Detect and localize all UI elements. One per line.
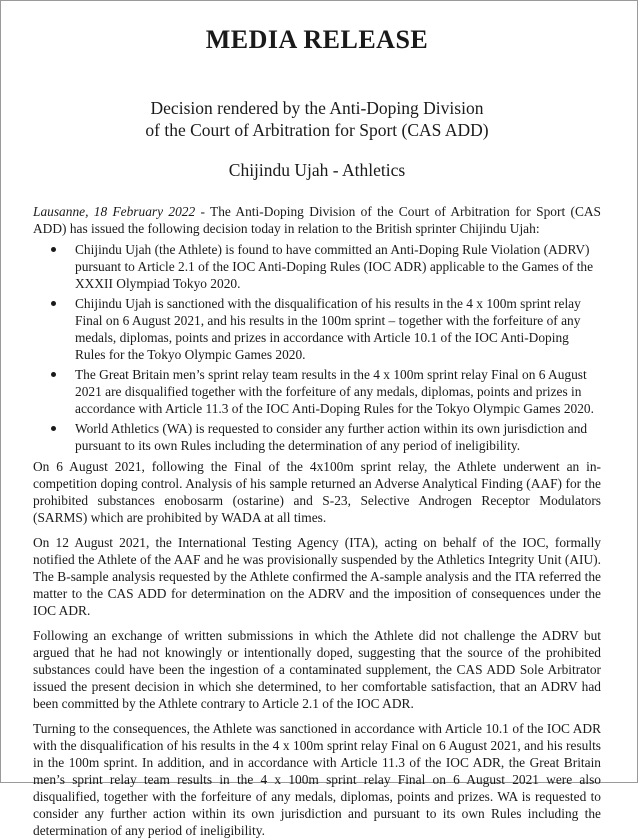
paragraph-submissions: Following an exchange of written submissions in which the Athlete did not challenge the ADRV but argued that he had not knowingly or intentionally doped, suggesting that the source of the prohibited substances could have been the ingestion of a contaminated supplement, the CAS ADD Sole Arbitrator issued the present decision in which she determined, to her comfortable satisfaction, that an ADRV had been committed by the Athlete contrary to Article 2.1 of the IOC ADR. bbox=[33, 628, 601, 711]
intro-paragraph bbox=[33, 203, 601, 237]
decision-heading bbox=[33, 97, 601, 141]
paragraph-consequences: Turning to the consequences, the Athlete was sanctioned in accordance with Article 10.1 of the IOC ADR with the disqualification of his results in the 4 x 100m sprint relay Final on 6 August 2021, and his results in the 100m sprint. In addition, and in accordance with Article 11.3 of the IOC ADR, the Great Britain men’s sprint relay team results in the 4 x 100m sprint relay Final on 6 August 2021 were also disqualified, together with the forfeiture of any medals, diplomas, points and prizes. WA is requested to consider any further action within its own jurisdiction and pursuant to its own Rules including the determination of any period of ineligibility. bbox=[33, 721, 601, 838]
athlete-heading: Chijindu Ujah - Athletics bbox=[228, 160, 406, 180]
bullet-dot-icon bbox=[51, 426, 56, 431]
bullet-dot-icon bbox=[51, 301, 56, 306]
dateline: Lausanne, 18 February 2022 bbox=[33, 204, 196, 219]
bullet-dot-icon bbox=[51, 372, 56, 377]
list-item bbox=[75, 420, 601, 454]
list-item-text: The Great Britain men’s sprint relay team results in the 4 x 100m sprint relay Final on 6 August 2021 are disqualified together with the forfeiture of any medals, diplomas, points and prizes in accordance with Article 11.3 of the IOC Anti-Doping Rules for the Tokyo Olympic Games 2020. bbox=[75, 367, 594, 416]
page-title: MEDIA RELEASE bbox=[205, 25, 429, 54]
list-item-text: Chijindu Ujah is sanctioned with the disqualification of his results in the 4 x 100m sprint relay Final on 6 August 2021, and his results in the 100m sprint – together with the forfeiture of any medals, diplomas, points and prizes in accordance with Article 10.1 of the IOC Anti-Doping Rules for the Tokyo Olympic Games 2020. bbox=[75, 296, 581, 362]
paragraph-notification: On 12 August 2021, the International Testing Agency (ITA), acting on behalf of the IOC, formally notified the Athlete of the AAF and he was provisionally suspended by the Athletics Integrity Unit (AIU). The B-sample analysis requested by the Athlete confirmed the A-sample analysis and the ITA referred the matter to the CAS ADD for determination on the ADRV and the imposition of consequences under the IOC ADR. bbox=[33, 535, 601, 618]
bullet-dot-icon bbox=[51, 247, 56, 252]
list-item bbox=[75, 366, 601, 417]
decision-heading-line-2: of the Court of Arbitration for Sport (CAS ADD) bbox=[145, 120, 489, 140]
list-item bbox=[75, 241, 601, 292]
paragraph-doping-control: On 6 August 2021, following the Final of the 4x100m sprint relay, the Athlete underwent an in-competition doping control. Analysis of his sample returned an Adverse Analytical Finding (AAF) for the prohibited substances enobosarm (ostarine) and S-23, Selective Androgen Receptor Modulators (SARMS) which are prohibited by WADA at all times. bbox=[33, 459, 601, 525]
list-item bbox=[75, 295, 601, 363]
list-item-text: World Athletics (WA) is requested to consider any further action within its own jurisdiction and pursuant to its own Rules including the determination of any period of ineligibility. bbox=[75, 421, 588, 453]
decision-heading-line-1: Decision rendered by the Anti-Doping Division bbox=[150, 98, 484, 118]
list-item-text: Chijindu Ujah (the Athlete) is found to have committed an Anti-Doping Rule Violation (ADRV) pursuant to Article 2.1 of the IOC Anti-Doping Rules (IOC ADR) applicable to the Games of the XXXII Olympiad Tokyo 2020. bbox=[75, 242, 594, 291]
intro-text: - The Anti-Doping Division of the Court of Arbitration for Sport (CAS ADD) has issued the following decision today in relation to the British sprinter Chijindu Ujah: bbox=[33, 204, 601, 236]
release-body bbox=[33, 203, 601, 839]
decision-list bbox=[33, 241, 601, 454]
